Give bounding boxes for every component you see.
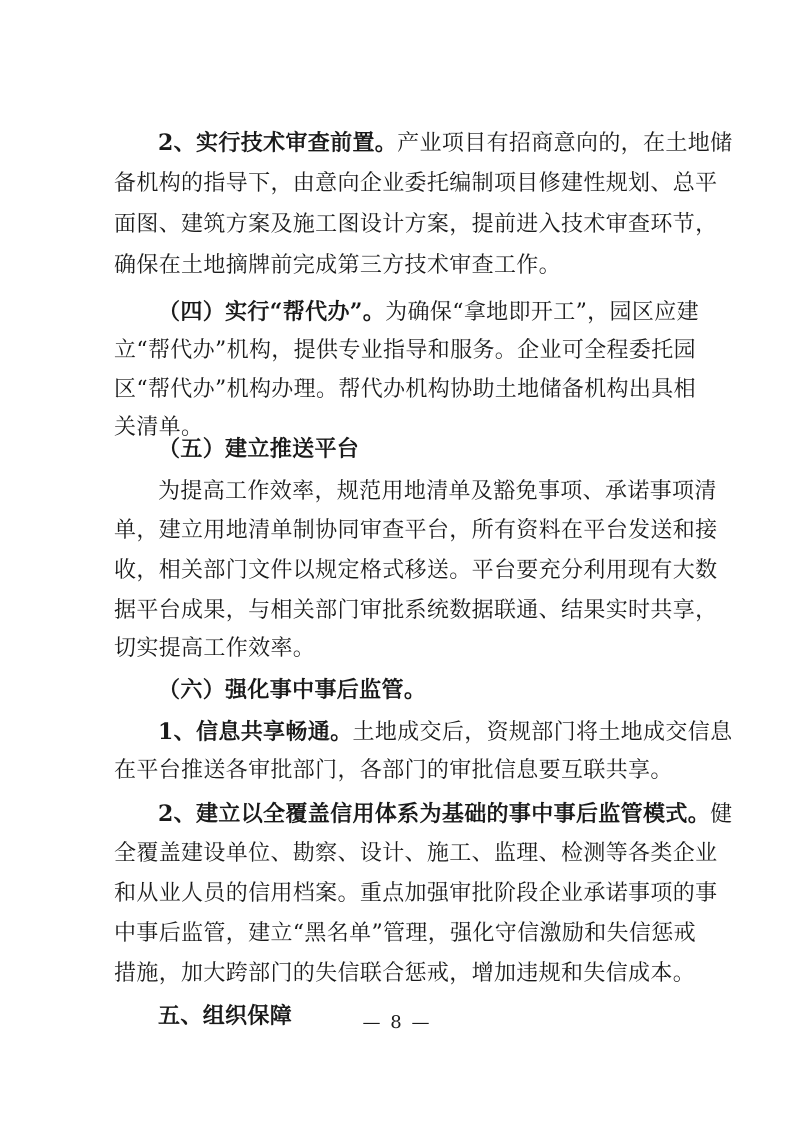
paragraph-line: 据平台成果，与相关部门审批系统数据联通、结果实时共享， — [114, 598, 718, 623]
paragraph-line: 单，建立用地清单制协同审查平台，所有资料在平台发送和接 — [114, 518, 718, 543]
paragraph-line: 确保在土地摘牌前完成第三方技术审查工作。 — [114, 253, 562, 278]
item-heading: 1、信息共享畅通。 — [158, 719, 353, 745]
paragraph-text: 健 — [710, 802, 733, 827]
paragraph-line: 备机构的指导下，由意向企业委托编制项目修建性规划、总平 — [114, 171, 718, 196]
paragraph-line — [158, 717, 733, 748]
paragraph-text: 为确保“拿地即开工”，园区应建 — [385, 300, 699, 325]
paragraph-line — [158, 297, 718, 328]
paragraph-line: 中事后监管，建立“黑名单”管理，强化守信激励和失信惩戒 — [114, 921, 696, 946]
paragraph-line: 区“帮代办”机构办理。帮代办机构协助土地储备机构出具相 — [114, 377, 696, 402]
paragraph-line: 切实提高工作效率。 — [114, 636, 316, 661]
paragraph-text: 土地成交后，资规部门将土地成交信息 — [352, 720, 733, 745]
paragraph-line — [158, 799, 733, 830]
paragraph-line: 收，相关部门文件以规定格式移送。平台要充分利用现有大数 — [114, 558, 718, 583]
item-heading: 2、建立以全覆盖信用体系为基础的事中事后监管模式。 — [158, 801, 711, 827]
section-heading: （五）建立推送平台 — [158, 436, 360, 462]
paragraph-line: 关清单。 — [114, 415, 204, 440]
paragraph-text: 产业项目有招商意向的，在土地储 — [397, 131, 733, 156]
paragraph-line: 和从业人员的信用档案。重点加强审批阶段企业承诺事项的事 — [114, 881, 718, 906]
chapter-heading: 五、组织保障 — [158, 1003, 293, 1029]
paragraph-line — [158, 128, 733, 159]
section-heading: （六）强化事中事后监管。 — [158, 677, 427, 703]
paragraph-line: 为提高工作效率，规范用地清单及豁免事项、承诺事项清 — [158, 479, 717, 504]
paragraph-line: 面图、建筑方案及施工图设计方案，提前进入技术审查环节， — [114, 212, 718, 237]
section-heading: （四）实行“帮代办”。 — [158, 299, 386, 325]
page-number: — 8 — — [362, 1012, 432, 1033]
paragraph-line: 措施，加大跨部门的失信联合惩戒，增加违规和失信成本。 — [114, 961, 696, 986]
paragraph-line: 立“帮代办”机构，提供专业指导和服务。企业可全程委托园 — [114, 338, 696, 363]
paragraph-line: 在平台推送各审批部门，各部门的审批信息要互联共享。 — [114, 758, 673, 783]
item-heading: 2、实行技术审查前置。 — [158, 130, 398, 156]
paragraph-line: 全覆盖建设单位、勘察、设计、施工、监理、检测等各类企业 — [114, 841, 718, 866]
